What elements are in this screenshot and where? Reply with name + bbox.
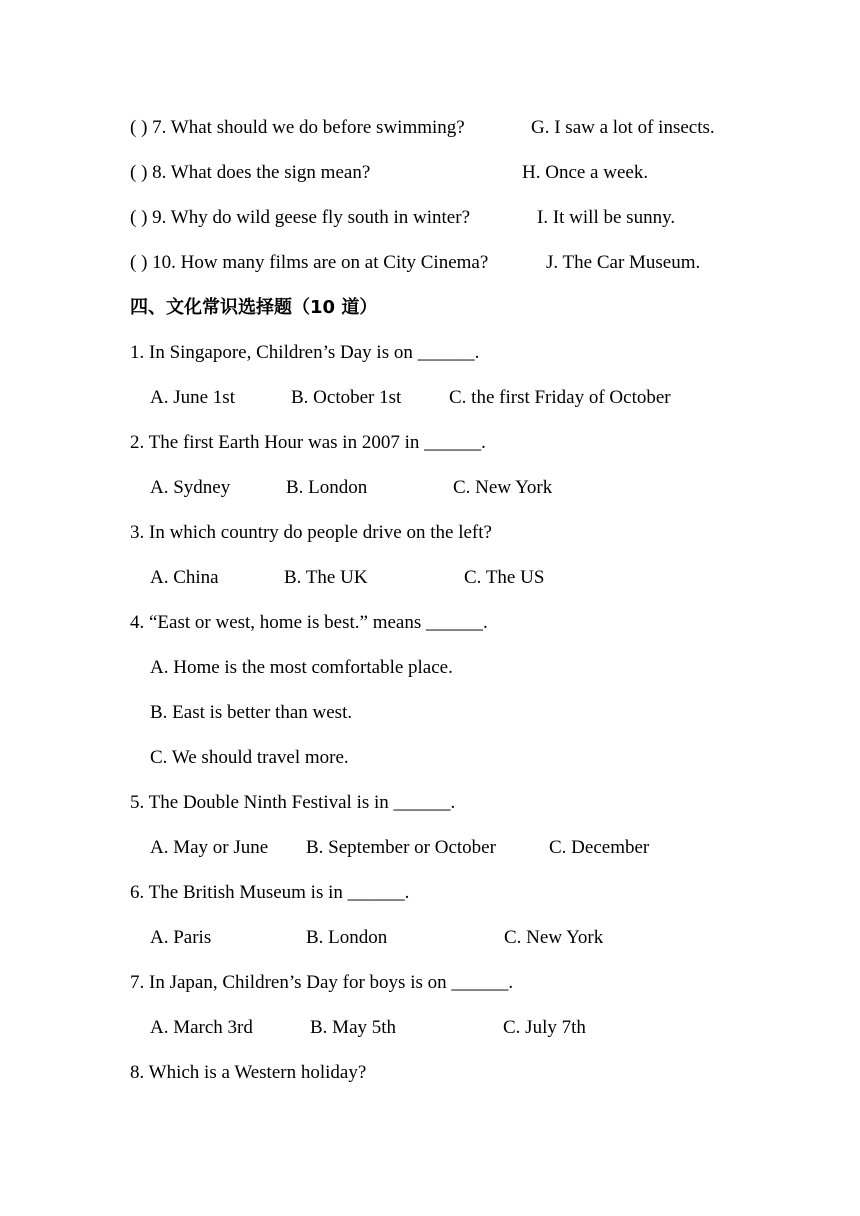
matching-question: ( ) 9. Why do wild geese fly south in winter?: [130, 207, 470, 228]
option-a: A. March 3rd: [150, 1017, 253, 1038]
question-stem: 8. Which is a Western holiday?: [130, 1062, 367, 1083]
question-stem: 1. In Singapore, Children’s Day is on ______.: [130, 342, 480, 363]
matching-question: ( ) 8. What does the sign mean?: [130, 162, 371, 183]
matching-question: ( ) 10. How many films are on at City Cinema?: [130, 252, 489, 273]
option-a: A. China: [150, 567, 219, 588]
options-row: [150, 566, 750, 590]
option-a: A. June 1st: [150, 387, 235, 408]
section-title: 四、文化常识选择题（10 道）: [130, 297, 378, 318]
option-c: C. the first Friday of October: [449, 387, 671, 408]
options-row: [150, 476, 750, 500]
matching-answer: I. It will be sunny.: [537, 207, 676, 228]
option-b: B. London: [286, 477, 368, 498]
question-stem: 7. In Japan, Children’s Day for boys is on ______.: [130, 972, 514, 993]
option-a: A. Home is the most comfortable place.: [150, 657, 453, 678]
option-c: C. We should travel more.: [150, 747, 349, 768]
matching-question: ( ) 7. What should we do before swimming?: [130, 117, 465, 138]
question-stem: 5. The Double Ninth Festival is in ______.: [130, 792, 456, 813]
options-row: [150, 926, 750, 950]
question-stem: 4. “East or west, home is best.” means ______.: [130, 612, 488, 633]
matching-row-7: [130, 116, 750, 140]
matching-row-8: [130, 161, 750, 185]
option-c: C. New York: [504, 927, 604, 948]
option-c: C. July 7th: [503, 1017, 586, 1038]
option-c: C. December: [549, 837, 650, 858]
option-b: B. London: [306, 927, 388, 948]
options-row: [150, 836, 750, 860]
option-a: A. May or June: [150, 837, 269, 858]
options-row: [150, 386, 750, 410]
option-b: B. September or October: [306, 837, 496, 858]
matching-answer: J. The Car Museum.: [546, 252, 701, 273]
matching-answer: G. I saw a lot of insects.: [531, 117, 715, 138]
option-b: B. October 1st: [291, 387, 402, 408]
question-stem: 3. In which country do people drive on the left?: [130, 522, 492, 543]
question-stem: 6. The British Museum is in ______.: [130, 882, 410, 903]
option-b: B. May 5th: [310, 1017, 397, 1038]
matching-answer: H. Once a week.: [522, 162, 649, 183]
option-b: B. East is better than west.: [150, 702, 353, 723]
question-stem: 2. The first Earth Hour was in 2007 in ______.: [130, 432, 486, 453]
option-a: A. Sydney: [150, 477, 231, 498]
options-row: [150, 1016, 750, 1040]
option-b: B. The UK: [284, 567, 368, 588]
matching-row-10: [130, 251, 750, 275]
option-c: C. New York: [453, 477, 553, 498]
option-c: C. The US: [464, 567, 545, 588]
option-a: A. Paris: [150, 927, 212, 948]
matching-row-9: [130, 206, 750, 230]
